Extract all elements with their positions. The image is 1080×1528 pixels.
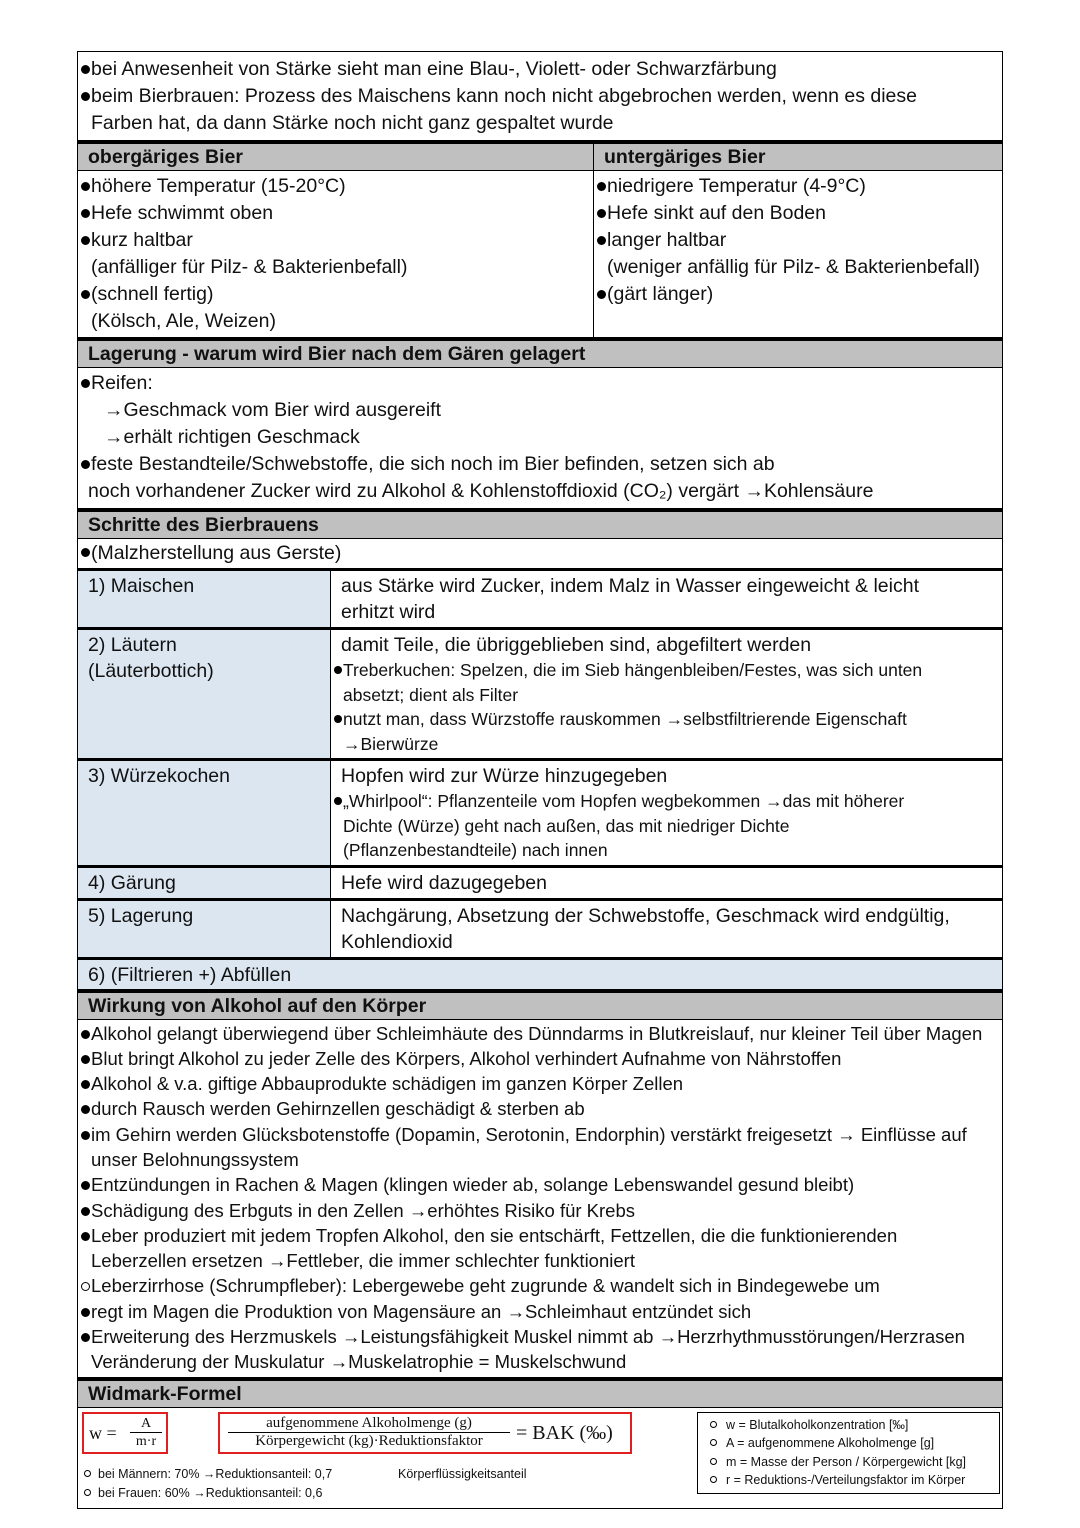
step-name: 2) Läutern (Läuterbottich): [78, 630, 331, 758]
fluid-note: Körperflüssigkeitsanteil: [398, 1466, 527, 1481]
bullet-icon: [81, 290, 90, 299]
lagerung-section: [78, 368, 1002, 508]
step-name: 1) Maischen: [78, 571, 331, 627]
bullet-icon: [334, 797, 342, 805]
circle-icon: [84, 1470, 91, 1477]
bullet-icon: [597, 209, 606, 218]
list-item: Hefe sinkt auf den Boden: [594, 200, 1002, 227]
step-laeutern: 2) Läutern (Läuterbottich) damit Teile, die übriggeblieben sind, abgefiltert werden Treberkuchen: Spelzen, die im Sieb hängenbleiben/Festes, was sich unten absetzt; dient als Filter nutzt man, dass Würzstoffe rauskommen →selbstfiltrierende Eigenschaft →Bierwürze: [78, 627, 1002, 758]
bullet-icon: [81, 92, 90, 101]
list-item: durch Rausch werden Gehirnzellen geschädigt & sterben ab: [78, 1096, 1002, 1121]
list-item: niedrigere Temperatur (4-9°C): [594, 173, 1002, 200]
list-item: (weniger anfällig für Pilz- & Bakterienbefall): [607, 256, 980, 278]
bottom-fermented-column: [594, 144, 1002, 337]
top-fermented-column: [78, 144, 594, 337]
step-abfuellen: [78, 957, 1002, 989]
brauen-pre: (Malzherstellung aus Gerste): [78, 539, 1002, 568]
bullet-icon: [81, 1207, 90, 1216]
formula-legend: w = Blutalkoholkonzentration [‰] A = aufgenommene Alkoholmenge [g] m = Masse der Person / Körpergewicht [kg] r = Reduktions-/Verteilungsfaktor im Körper: [697, 1412, 1000, 1494]
intro-line: bei Anwesenheit von Stärke sieht man eine Blau-, Violett- oder Schwarzfärbung: [78, 56, 1002, 83]
bullet-icon: [81, 1181, 90, 1190]
lagerung-line: →erhält richtigen Geschmack: [104, 426, 360, 448]
top-fermented-list: [78, 171, 593, 337]
list-item: Veränderung der Muskulatur →Muskelatrophie = Muskelschwund: [91, 1351, 627, 1373]
section-header: Schritte des Bierbrauens: [78, 508, 1002, 539]
circle-icon: [710, 1421, 717, 1428]
list-item: kurz haltbar: [78, 227, 593, 254]
lagerung-line: feste Bestandteile/Schwebstoffe, die sich noch im Bier befinden, setzen sich ab: [78, 451, 1002, 478]
bullet-icon: [81, 1308, 90, 1317]
step-wuerzekochen: 3) Würzekochen Hopfen wird zur Würze hinzugegeben „Whirlpool“: Pflanzenteile vom Hopfen wegbekommen →das mit höherer Dichte (Würze) geht nach außen, das mit niedriger Dichte (Pflanzenbestandteile) nach innen: [78, 758, 1002, 865]
bullet-icon: [81, 1030, 90, 1039]
step-name: 4) Gärung: [78, 868, 331, 898]
list-item: Entzündungen in Rachen & Magen (klingen wieder ab, solange Lebenswandel gesund bleibt): [78, 1172, 1002, 1197]
bullet-icon: [334, 666, 342, 674]
bullet-icon: [81, 236, 90, 245]
bullet-icon: [81, 548, 90, 557]
list-item: (anfälliger für Pilz- & Bakterienbefall): [91, 256, 408, 278]
bullet-icon: [81, 1105, 90, 1114]
list-item: regt im Magen die Produktion von Magensäure an →Schleimhaut entzündet sich: [78, 1299, 1002, 1324]
formula-full-box: aufgenommene Alkoholmenge (g) Körpergewicht (kg)·Reduktionsfaktor = BAK (‰): [218, 1412, 632, 1454]
wirkung-list: [78, 1020, 1002, 1377]
step-lagerung: 5) Lagerung Nachgärung, Absetzung der Schwebstoffe, Geschmack wird endgültig, Kohlendioxid: [78, 898, 1002, 957]
widmark-formula: [78, 1408, 1002, 1508]
bullet-icon: [81, 1131, 90, 1140]
list-item: Leberzellen ersetzen →Fettleber, die immer schlechter funktioniert: [91, 1250, 635, 1272]
bullet-icon: [597, 236, 606, 245]
beer-comparison: [78, 140, 1002, 337]
step-maischen: 1) Maischen aus Stärke wird Zucker, indem Malz in Wasser eingeweicht & leicht erhitzt wird: [78, 568, 1002, 627]
section-header: Wirkung von Alkohol auf den Körper: [78, 989, 1002, 1020]
bullet-icon: [81, 1055, 90, 1064]
intro-section: [78, 52, 1002, 140]
formula-short-box: w = $\frac{A}{m\cdot r}$: [82, 1412, 168, 1454]
circle-icon: [710, 1476, 717, 1483]
list-item: langer haltbar: [594, 227, 1002, 254]
cheat-sheet: [77, 51, 1003, 1509]
bullet-icon: [334, 715, 342, 723]
list-item: im Gehirn werden Glücksbotenstoffe (Dopamin, Serotonin, Endorphin) verstärkt freigesetzt → Einflüsse auf: [78, 1122, 1002, 1147]
bullet-icon: [81, 1333, 90, 1342]
step-name: 5) Lagerung: [78, 901, 331, 957]
list-item: (schnell fertig): [78, 281, 593, 308]
list-item: Erweiterung des Herzmuskels →Leistungsfähigkeit Muskel nimmt ab →Herzrhythmusstörungen/Herzrasen: [78, 1324, 1002, 1349]
list-item: Alkohol & v.a. giftige Abbauprodukte schädigen im ganzen Körper Zellen: [78, 1071, 1002, 1096]
intro-line: Farben hat, da dann Stärke noch nicht ganz gespaltet wurde: [91, 112, 614, 134]
intro-line: beim Bierbrauen: Prozess des Maischens kann noch nicht abgebrochen werden, wenn es diese: [78, 83, 1002, 110]
step-name: 3) Würzekochen: [78, 761, 331, 865]
column-header: untergäriges Bier: [594, 144, 1002, 171]
step-name: 6) (Filtrieren +) Abfüllen: [88, 963, 292, 986]
list-item: (Kölsch, Ale, Weizen): [91, 310, 276, 332]
list-item: Blut bringt Alkohol zu jeder Zelle des Körpers, Alkohol verhindert Aufnahme von Nährstoffen: [78, 1046, 1002, 1071]
list-item: Schädigung des Erbguts in den Zellen →erhöhtes Risiko für Krebs: [78, 1198, 1002, 1223]
column-header: obergäriges Bier: [78, 144, 593, 171]
step-gaerung: 4) Gärung Hefe wird dazugegeben: [78, 865, 1002, 898]
circle-icon: [84, 1489, 91, 1496]
list-item: (gärt länger): [594, 281, 1002, 308]
bullet-icon: [81, 460, 90, 469]
bullet-icon: [81, 1080, 90, 1089]
list-item: unser Belohnungssystem: [91, 1148, 299, 1170]
lagerung-line: →Geschmack vom Bier wird ausgereift: [104, 399, 442, 421]
list-item: Leber produziert mit jedem Tropfen Alkohol, den sie entschärft, Fettzellen, die die funktionierenden: [78, 1223, 1002, 1248]
bullet-icon: [81, 209, 90, 218]
list-item: Alkohol gelangt überwiegend über Schleimhäute des Dünndarms in Blutkreislauf, nur kleiner Teil über Magen: [78, 1021, 1002, 1046]
circle-icon: [81, 1282, 90, 1291]
list-item: höhere Temperatur (15-20°C): [78, 173, 593, 200]
lagerung-line: noch vorhandener Zucker wird zu Alkohol & Kohlenstoffdioxid (CO₂) vergärt →Kohlensäure: [88, 480, 874, 502]
list-item: Leberzirrhose (Schrumpfleber): Lebergewebe geht zugrunde & wandelt sich in Bindegewebe um: [78, 1273, 1002, 1298]
men-note: bei Männern: 70% →Reduktionsanteil: 0,7: [98, 1465, 332, 1484]
section-header: Widmark-Formel: [78, 1377, 1002, 1408]
bullet-icon: [81, 65, 90, 74]
bullet-icon: [597, 290, 606, 299]
bullet-icon: [81, 379, 90, 388]
lagerung-line: Reifen:: [78, 370, 1002, 397]
bullet-icon: [597, 182, 606, 191]
circle-icon: [710, 1458, 717, 1465]
list-item: Hefe schwimmt oben: [78, 200, 593, 227]
section-header: Lagerung - warum wird Bier nach dem Gären gelagert: [78, 337, 1002, 368]
bottom-fermented-list: [594, 171, 1002, 310]
bullet-icon: [81, 1232, 90, 1241]
circle-icon: [710, 1439, 717, 1446]
women-note: bei Frauen: 60% →Reduktionsanteil: 0,6: [98, 1484, 322, 1503]
bullet-icon: [81, 182, 90, 191]
